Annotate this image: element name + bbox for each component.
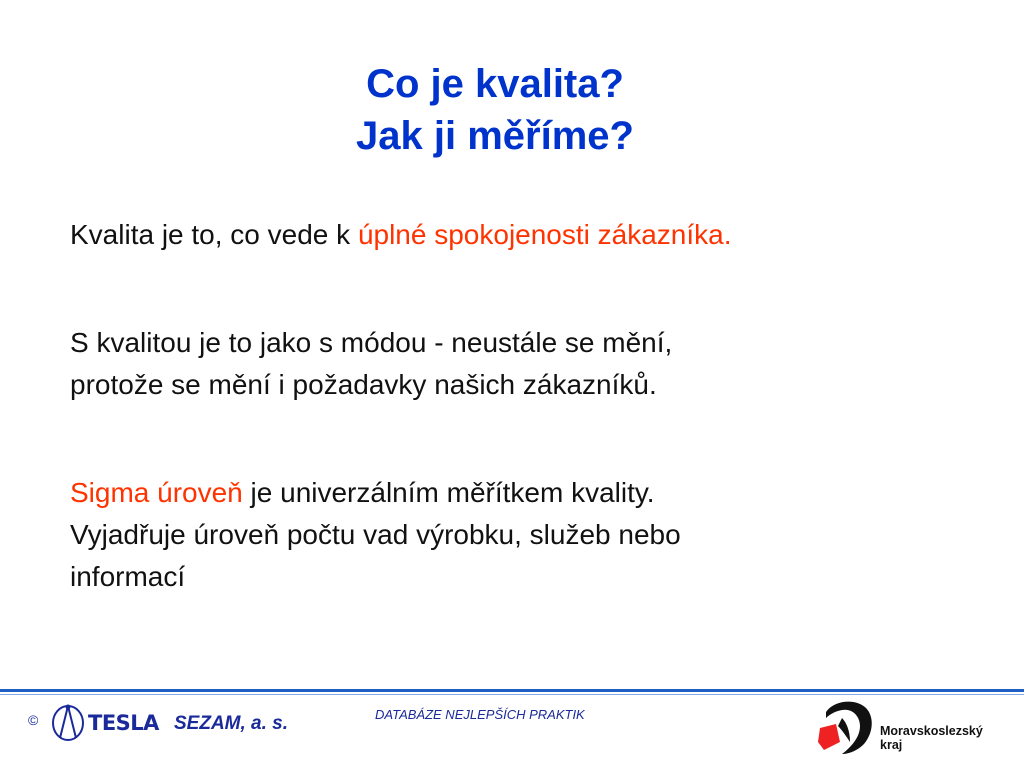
- slide-title: [0, 58, 990, 162]
- p1-text: Kvalita je to, co vede k: [70, 219, 358, 250]
- p2-line-2: protože se mění i požadavky našich zákazníků.: [70, 369, 657, 400]
- p3-line-1-rest: je univerzálním měřítkem kvality.: [242, 477, 655, 508]
- paragraph-quality-definition: [70, 214, 970, 256]
- copyright-symbol: ©: [28, 712, 39, 728]
- region-name: [880, 724, 983, 752]
- moravskoslezsky-kraj-logo-icon: [816, 698, 880, 756]
- paragraph-sigma-level: [70, 472, 970, 598]
- footer-divider-thin: [0, 694, 1024, 695]
- tesla-logo-icon: [50, 702, 86, 742]
- p3-line-3: informací: [70, 561, 186, 592]
- p3-line-2: Vyjadřuje úroveň počtu vad výrobku, služeb nebo: [70, 519, 681, 550]
- footer-divider: [0, 689, 1024, 692]
- p3-line-1: [70, 472, 970, 514]
- p3-highlight: Sigma úroveň: [70, 477, 243, 508]
- p2-line-1: S kvalitou je to jako s módou - neustále se mění,: [70, 327, 673, 358]
- company-name: SEZAM, a. s.: [174, 713, 289, 734]
- p1-highlight: úplné spokojenosti zákazníka.: [357, 219, 732, 250]
- database-label: DATABÁZE NEJLEPŠÍCH PRAKTIK: [375, 707, 585, 722]
- region-line-2: kraj: [880, 738, 903, 752]
- title-line-2: Jak ji měříme?: [356, 114, 634, 158]
- paragraph-quality-fashion: [70, 322, 970, 406]
- region-line-1: Moravskoslezský: [880, 724, 983, 738]
- company-brand: TESLA: [88, 711, 159, 735]
- title-line-1: Co je kvalita?: [366, 62, 624, 106]
